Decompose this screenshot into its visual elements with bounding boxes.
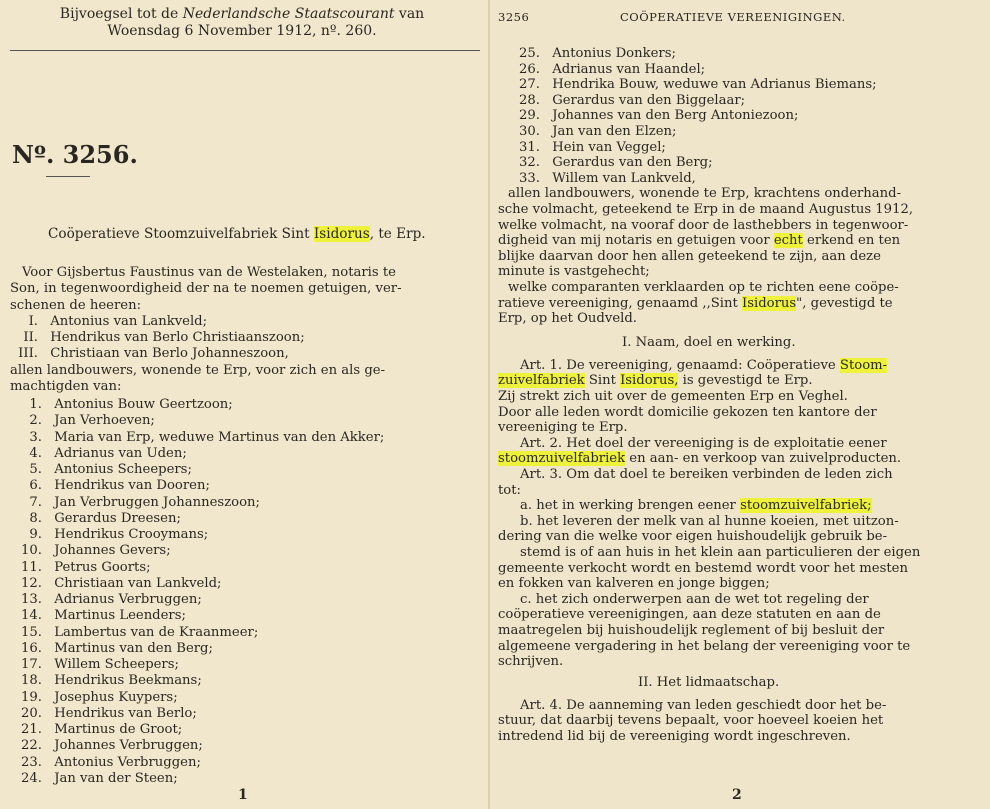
text: schenen de heeren: — [10, 297, 142, 313]
item-number: 20. — [21, 705, 42, 721]
principal-list-item — [10, 690, 178, 705]
text: a. het in werking brengen eener — [520, 498, 741, 514]
item-name: Christiaan van Berlo Johanneszoon, — [46, 346, 289, 362]
text: stuur, dat daarbij tevens bepaalt, voor hoeveel koeien het — [498, 713, 884, 729]
text: allen landbouwers, wonende te Erp, krachtens onderhand- — [508, 186, 902, 202]
text: machtigden van: — [10, 378, 122, 394]
deed-line — [508, 186, 901, 201]
deed-line — [508, 280, 899, 295]
item-name: Lambertus van de Kraanmeer; — [50, 624, 259, 640]
item-number: 8. — [29, 510, 42, 526]
principal-list-item — [10, 560, 151, 575]
text: en aan- en verkoop van zuivelproducten. — [625, 451, 902, 467]
principal-list-item — [10, 608, 186, 623]
article-line — [520, 358, 887, 373]
item-number: 2. — [29, 413, 42, 429]
deed-line — [498, 296, 893, 311]
item-number: 14. — [21, 608, 42, 624]
item-number: 13. — [21, 592, 42, 607]
item-number: I. — [28, 313, 38, 329]
text: coöperatieve vereenigingen, aan deze statuten en aan de — [498, 607, 881, 623]
text: stemd is of aan huis in het klein aan particulieren der eigen — [520, 545, 921, 560]
principal-list-item — [506, 46, 676, 61]
item-name: Josephus Kuypers; — [50, 689, 178, 705]
comparant-roman — [8, 346, 289, 361]
header-date: Woensdag 6 November 1912, nº. 260. — [107, 23, 377, 39]
item-name: Willem Scheepers; — [50, 657, 179, 672]
text: Son, in tegenwoordigheid der na te noemen getuigen, ver- — [10, 281, 402, 297]
intro-line — [10, 281, 402, 296]
item-name: Antonius van Lankveld; — [46, 313, 208, 329]
principal-list-item — [10, 462, 192, 477]
item-number: 11. — [21, 559, 42, 575]
item-number: 32. — [519, 155, 540, 171]
highlighted-text: zuivelfabriek — [498, 373, 585, 389]
item-number: 15. — [21, 624, 42, 640]
article-line — [498, 729, 851, 744]
principal-list-item — [10, 625, 258, 640]
item-name: Hendrikus van Berlo; — [50, 705, 197, 721]
intro-line — [10, 379, 121, 394]
item-name: Hendrika Bouw, weduwe van Adrianus Biemans; — [548, 77, 877, 93]
item-number: 6. — [29, 478, 42, 494]
page-number: 2 — [732, 787, 742, 803]
item-name: Hendrikus van Berlo Christiaanszoon; — [46, 330, 305, 345]
article-line — [520, 514, 899, 529]
text: Sint — [584, 373, 621, 389]
principal-list-item — [10, 657, 179, 672]
item-number: 24. — [21, 770, 42, 786]
principal-list-item — [10, 771, 178, 786]
text: sche volmacht, geteekend te Erp in de maand Augustus 1912, — [498, 202, 914, 217]
article-line — [498, 483, 521, 498]
text: allen landbouwers, wonende te Erp, voor zich en als ge- — [10, 362, 386, 378]
item-name: Johannes van den Berg Antoniezoon; — [548, 108, 799, 124]
text: vereeniging te Erp. — [498, 420, 628, 436]
principal-list-item — [10, 430, 384, 445]
article-line — [498, 389, 848, 404]
intro-line — [10, 298, 141, 313]
item-name: Jan van der Steen; — [50, 770, 178, 786]
item-number: 4. — [29, 445, 42, 461]
item-name: Jan Verbruggen Johanneszoon; — [50, 494, 260, 510]
deed-line — [498, 311, 637, 326]
item-number: 1. — [29, 397, 42, 412]
item-name: Johannes Verbruggen; — [50, 738, 203, 754]
text: tot: — [498, 482, 521, 498]
text: algemeene vergadering in het belang der vereeniging voor te — [498, 638, 911, 654]
comparant-roman — [8, 330, 305, 345]
principal-list-item — [10, 592, 202, 607]
article-line — [520, 467, 893, 482]
item-number: 7. — [29, 494, 42, 510]
highlighted-text: Isidorus — [742, 295, 797, 311]
item-number: 18. — [21, 673, 42, 689]
document-number: Nº. 3256. — [12, 140, 138, 169]
principal-list-item — [506, 62, 705, 77]
principal-list-item — [506, 108, 798, 123]
article-line — [498, 561, 908, 576]
text: ratieve vereeniging, genaamd ,,Sint — [498, 295, 743, 311]
principal-list-item — [10, 673, 202, 688]
text: b. het leveren der melk van al hunne koeien, met uitzon- — [520, 513, 899, 529]
text: ", gevestigd te — [796, 295, 893, 311]
intro-line — [10, 363, 385, 378]
principal-list-item — [10, 397, 233, 412]
principal-list-item — [10, 722, 182, 737]
header-rule — [10, 50, 480, 51]
deed-line — [498, 264, 650, 279]
article-line — [498, 713, 883, 728]
principal-list-item — [10, 495, 260, 510]
principal-list-item — [506, 124, 677, 139]
text: Zij strekt zich uit over de gemeenten Erp en Veghel. — [498, 389, 848, 404]
item-number: 25. — [519, 46, 540, 61]
deed-line — [498, 202, 913, 217]
item-name: Gerardus van den Berg; — [548, 155, 713, 171]
item-name: Martinus Leenders; — [50, 608, 186, 624]
comparant-roman — [8, 314, 207, 329]
article-line — [520, 498, 872, 513]
text: gemeente verkocht wordt en bestemd wordt voor het mesten — [498, 560, 908, 576]
item-name: Willem van Lankveld, — [548, 170, 696, 186]
article-line — [498, 607, 881, 622]
item-number: III. — [18, 346, 38, 362]
principal-list-item — [506, 171, 696, 186]
item-number: 27. — [519, 77, 540, 93]
item-number: 23. — [21, 754, 42, 770]
item-name: Hendrikus Beekmans; — [50, 673, 202, 689]
item-number: II. — [23, 330, 38, 345]
page-number: 1 — [238, 787, 248, 803]
text: Art. 4. De aanneming van leden geschiedt door het be- — [520, 697, 887, 713]
text: en fokken van kalveren en jonge biggen; — [498, 576, 770, 592]
article-line — [498, 639, 910, 654]
highlighted-text: echt — [773, 233, 803, 249]
article-line — [498, 654, 563, 669]
item-number: 33. — [519, 170, 540, 186]
article-line — [498, 405, 877, 420]
item-name: Hendrikus Crooymans; — [50, 527, 209, 542]
right-page — [490, 0, 990, 809]
item-number: 22. — [21, 738, 42, 754]
item-name: Johannes Gevers; — [50, 543, 171, 559]
item-number: 10. — [21, 543, 42, 559]
article-line — [520, 698, 886, 713]
text: Door alle leden wordt domicilie gekozen ten kantore der — [498, 404, 877, 420]
item-number: 12. — [21, 575, 42, 591]
text: Art. 1. De vereeniging, genaamd: Coöperatieve — [520, 357, 840, 373]
highlighted-text: Stoom- — [839, 357, 888, 373]
principal-list-item — [10, 641, 213, 656]
text: schrijven. — [498, 654, 564, 670]
gazette-header — [22, 6, 462, 40]
item-name: Petrus Goorts; — [50, 559, 151, 575]
item-name: Hein van Veggel; — [548, 139, 666, 155]
item-name: Hendrikus van Dooren; — [50, 478, 210, 494]
item-name: Gerardus Dreesen; — [50, 510, 181, 526]
item-name: Maria van Erp, weduwe Martinus van den Akker; — [50, 429, 385, 445]
highlighted-text: stoomzuivelfabriek; — [740, 498, 872, 514]
item-name: Martinus de Groot; — [50, 722, 183, 737]
company-name: Coöperatieve Stoomzuivelfabriek Sint Isidorus, te Erp. — [48, 226, 426, 242]
principal-list-item — [506, 77, 877, 92]
item-name: Christiaan van Lankveld; — [50, 575, 222, 591]
item-name: Antonius Verbruggen; — [50, 754, 201, 770]
item-name: Antonius Bouw Geertzoon; — [50, 397, 233, 412]
text: blijke daarvan door hen allen geteekend te zijn, aan deze — [498, 248, 881, 264]
item-number: 31. — [519, 139, 540, 155]
text: minute is vastgehecht; — [498, 264, 650, 280]
text: Voor Gijsbertus Faustinus van de Westelaken, notaris te — [22, 265, 396, 280]
principal-list-item — [10, 413, 155, 428]
principal-list-item — [10, 706, 197, 721]
section-heading: I. Naam, doel en werking. — [622, 334, 796, 350]
deed-line — [498, 218, 908, 233]
item-number: 28. — [519, 92, 540, 108]
principal-list-item — [10, 446, 187, 461]
deed-line — [498, 249, 881, 264]
article-line — [520, 436, 887, 451]
principal-list-item — [10, 576, 221, 591]
text: erkend en ten — [802, 233, 901, 249]
principal-list-item — [506, 140, 666, 155]
item-number: 26. — [519, 61, 540, 77]
item-number: 16. — [21, 640, 42, 656]
principal-list-item — [506, 93, 745, 108]
text: dering van die welke voor eigen huishoudelijk gebruik be- — [498, 529, 888, 545]
page-header-title: COÖPERATIEVE VEREENIGINGEN. — [620, 10, 846, 24]
article-line — [498, 373, 813, 388]
item-number: 5. — [29, 462, 42, 477]
article-line — [498, 420, 628, 435]
item-name: Martinus van den Berg; — [50, 640, 213, 656]
article-line — [520, 592, 869, 607]
item-name: Adrianus van Haandel; — [548, 61, 706, 77]
article-line — [498, 529, 887, 544]
text: intredend lid bij de vereeniging wordt ingeschreven. — [498, 729, 851, 744]
item-number: 3. — [29, 429, 42, 445]
highlighted-text: Isidorus, — [620, 373, 679, 389]
item-name: Jan Verhoeven; — [50, 413, 155, 429]
item-name: Adrianus Verbruggen; — [50, 592, 202, 607]
text: welke comparanten verklaarden op te richten eene coöpe- — [508, 280, 899, 295]
item-number: 17. — [21, 657, 42, 672]
item-name: Jan van den Elzen; — [548, 124, 677, 139]
text: c. het zich onderwerpen aan de wet tot regeling der — [520, 591, 869, 607]
item-number: 21. — [21, 722, 42, 737]
header-line-1: Bijvoegsel tot de Nederlandsche Staatscourant van — [59, 6, 425, 22]
principal-list-item — [10, 543, 171, 558]
text: Erp, op het Oudveld. — [498, 311, 637, 327]
principal-list-item — [506, 155, 713, 170]
highlighted-text: stoomzuivelfabriek — [498, 451, 626, 467]
principal-list-item — [10, 738, 203, 753]
article-line — [498, 623, 884, 638]
article-line — [498, 576, 770, 591]
title-rule — [46, 176, 90, 177]
text: Art. 2. Het doel der vereeniging is de exploitatie eener — [520, 435, 887, 451]
text: welke volmacht, na vooraf door de lasthebbers in tegenwoor- — [498, 217, 909, 233]
item-number: 9. — [29, 527, 42, 542]
item-name: Adrianus van Uden; — [50, 445, 187, 461]
principal-list-item — [10, 511, 181, 526]
left-page — [0, 0, 490, 809]
principal-list-item — [10, 527, 208, 542]
principal-list-item — [10, 478, 210, 493]
deed-line — [498, 233, 900, 248]
intro-line — [22, 265, 396, 280]
item-number: 30. — [519, 124, 540, 139]
item-name: Gerardus van den Biggelaar; — [548, 92, 746, 108]
text: is gevestigd te Erp. — [678, 373, 813, 389]
text: maatregelen bij huishoudelijk reglement of bij besluit der — [498, 623, 885, 638]
article-line — [520, 545, 920, 560]
text: digheid van mij notaris en getuigen voor — [498, 233, 774, 249]
item-name: Antonius Donkers; — [548, 46, 676, 61]
text: Art. 3. Om dat doel te bereiken verbinden de leden zich — [520, 467, 893, 482]
principal-list-item — [10, 755, 201, 770]
article-line — [498, 451, 901, 466]
section-heading: II. Het lidmaatschap. — [638, 674, 780, 690]
item-number: 19. — [21, 689, 42, 705]
page-header-number: 3256 — [498, 10, 530, 24]
item-name: Antonius Scheepers; — [50, 462, 192, 477]
item-number: 29. — [519, 108, 540, 124]
